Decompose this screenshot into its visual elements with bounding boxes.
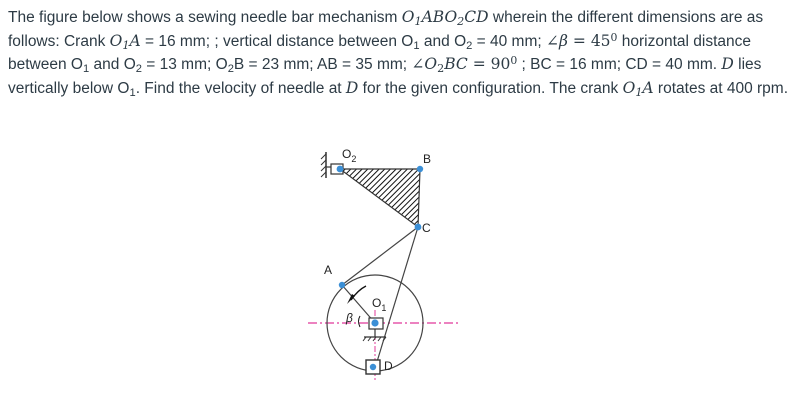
label-c: C	[422, 221, 431, 235]
d-symbol: D	[721, 55, 734, 73]
q-text-15: rotates at 400 rpm.	[653, 79, 789, 97]
bell-crank-link	[340, 169, 420, 227]
link-cd	[376, 227, 418, 365]
joint-d	[370, 364, 376, 370]
o2b-symbol: $O_2B$	[215, 56, 245, 75]
label-b: B	[423, 152, 432, 166]
q-text-4: and	[419, 32, 455, 50]
q-text-12: lies vertically below	[8, 56, 762, 97]
link-ab	[342, 227, 418, 285]
o1-symbol-3: $O_1$	[117, 79, 136, 99]
o1-symbol: $O_1$	[401, 32, 420, 52]
d-symbol-2: D	[345, 78, 359, 97]
question-paragraph	[8, 6, 793, 100]
mechanism-diagram	[300, 140, 480, 418]
joint-o1	[371, 319, 378, 326]
q-text-11: ; BC = 16 mm; CD = 40 mm.	[517, 56, 722, 73]
joint-a	[339, 282, 345, 288]
o2-symbol: $O_2$	[454, 32, 473, 52]
rotation-arrow	[351, 286, 366, 300]
label-beta: β	[346, 311, 353, 325]
ab-symbol: AB	[317, 56, 338, 73]
mechanism-figure	[300, 140, 480, 418]
q-text-10: = 35 mm;	[337, 56, 412, 73]
o2bc-angle: $\angle O_2BC = 90^0$	[411, 54, 518, 75]
q-text-6: horizontal distance between	[8, 32, 752, 73]
mechanism-symbol: $O_1ABO_2CD$	[401, 8, 489, 28]
label-o1: $O_1$	[372, 296, 387, 313]
q-text-1: The figure below shows a sewing needle bar mechanism	[8, 9, 402, 26]
joint-b	[417, 166, 423, 172]
q-text-5: = 40 mm;	[472, 32, 546, 50]
beta-angle: ∠β = $45^0$	[546, 30, 618, 50]
joint-c	[415, 224, 422, 231]
q-text-7: and	[89, 56, 124, 73]
beta-arc	[359, 316, 361, 327]
crank-symbol: $O_1A$	[109, 31, 141, 52]
q-text-14: for the given configuration. The crank	[358, 79, 623, 97]
q-text-9: = 23 mm;	[244, 56, 318, 73]
q-text-3: = 16 mm; ; vertical distance between	[140, 32, 402, 50]
q-text-13: . Find the velocity of needle at	[135, 79, 346, 97]
question-text	[8, 6, 793, 100]
label-d: D	[384, 359, 393, 373]
o2-symbol-2: $O_2$	[123, 56, 142, 75]
q-text-8: = 13 mm;	[141, 56, 216, 73]
label-a: A	[324, 263, 333, 277]
joint-o2	[337, 166, 344, 173]
label-o2: $O_2$	[342, 147, 357, 164]
crank-symbol-2: $O_1A$	[622, 78, 654, 99]
q-text-2: wherein the different dimensions are as follows: Crank	[8, 9, 764, 50]
o1-symbol-2: $O_1$	[70, 56, 90, 75]
